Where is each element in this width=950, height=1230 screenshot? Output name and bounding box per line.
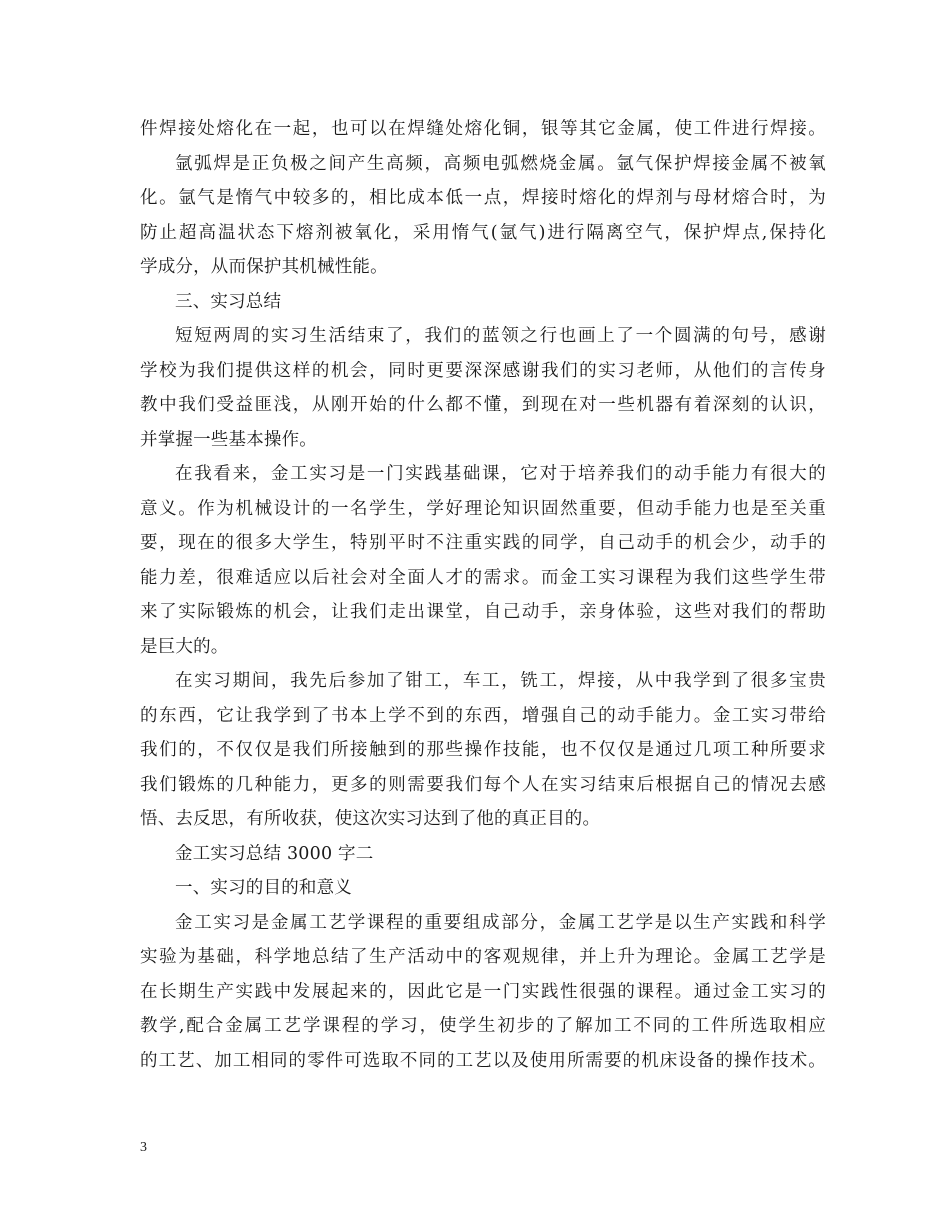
text-line: 的工艺、加工相同的零件可选取不同的工艺以及使用所需要的机床设备的操作技术。 bbox=[140, 1050, 826, 1071]
text-line: 能力差，很难适应以后社会对全面人才的需求。而金工实习课程为我们这些学生带 bbox=[140, 567, 826, 588]
text-line: 悟、去反思，有所收获，使这次实习达到了他的真正目的。 bbox=[140, 809, 601, 829]
text-line: 防止超高温状态下熔剂被氧化，采用惰气(氩气)进行隔离空气，保护焊点,保持化 bbox=[140, 222, 826, 243]
text-line: 教中我们受益匪浅，从刚开始的什么都不懂，到现在对一些机器有着深刻的认识， bbox=[140, 395, 826, 415]
section-heading: 一、实习的目的和意义 bbox=[175, 878, 352, 898]
text-line: 教学,配合金属工艺学课程的学习，使学生初步的了解加工不同的工件所选取相应 bbox=[140, 1016, 826, 1036]
text-line: 我们的，不仅仅是我们所接触到的那些操作技能，也不仅仅是通过几项工种所要求 bbox=[140, 740, 826, 760]
section-title: 金工实习总结 3000 字二 bbox=[175, 843, 374, 864]
text-line: 的东西，它让我学到了书本上学不到的东西，增强自己的动手能力。金工实习带给 bbox=[140, 705, 826, 726]
section-heading: 三、实习总结 bbox=[175, 291, 282, 312]
text-line: 氩弧焊是正负极之间产生高频，高频电弧燃烧金属。氩气保护焊接金属不被氧 bbox=[175, 153, 826, 174]
text-line: 学成分，从而保护其机械性能。 bbox=[140, 257, 388, 277]
text-line: 我们锻炼的几种能力，更多的则需要我们每个人在实习结束后根据自己的情况去感 bbox=[140, 774, 826, 795]
page-number: 3 bbox=[140, 1140, 147, 1155]
text-line: 并掌握一些基本操作。 bbox=[140, 429, 317, 450]
text-line: 短短两周的实习生活结束了，我们的蓝领之行也画上了一个圆满的句号，感谢 bbox=[175, 326, 826, 346]
text-line: 化。氩气是惰气中较多的，相比成本低一点，焊接时熔化的焊剂与母材熔合时，为 bbox=[140, 188, 826, 208]
text-line: 是巨大的。 bbox=[140, 636, 229, 657]
text-line: 件焊接处熔化在一起，也可以在焊缝处熔化铜，银等其它金属，使工件进行焊接。 bbox=[140, 119, 826, 139]
text-line: 学校为我们提供这样的机会，同时更要深深感谢我们的实习老师，从他们的言传身 bbox=[140, 360, 826, 381]
text-line: 在实习期间，我先后参加了钳工，车工，铣工，焊接，从中我学到了很多宝贵 bbox=[175, 671, 826, 691]
text-line: 来了实际锻炼的机会，让我们走出课堂，自己动手，亲身体验，这些对我们的帮助 bbox=[140, 602, 826, 622]
text-line: 要，现在的很多大学生，特别平时不注重实践的同学，自己动手的机会少，动手的 bbox=[140, 533, 826, 553]
document-body bbox=[140, 112, 826, 1078]
text-line: 金工实习是金属工艺学课程的重要组成部分，金属工艺学是以生产实践和科学 bbox=[175, 912, 826, 933]
text-line: 意义。作为机械设计的一名学生，学好理论知识固然重要，但动手能力也是至关重 bbox=[140, 498, 826, 519]
text-line: 在我看来，金工实习是一门实践基础课，它对于培养我们的动手能力有很大的 bbox=[175, 464, 826, 484]
text-line: 实验为基础，科学地总结了生产活动中的客观规律，并上升为理论。金属工艺学是 bbox=[140, 947, 826, 967]
text-line: 在长期生产实践中发展起来的，因此它是一门实践性很强的课程。通过金工实习的 bbox=[140, 981, 826, 1002]
